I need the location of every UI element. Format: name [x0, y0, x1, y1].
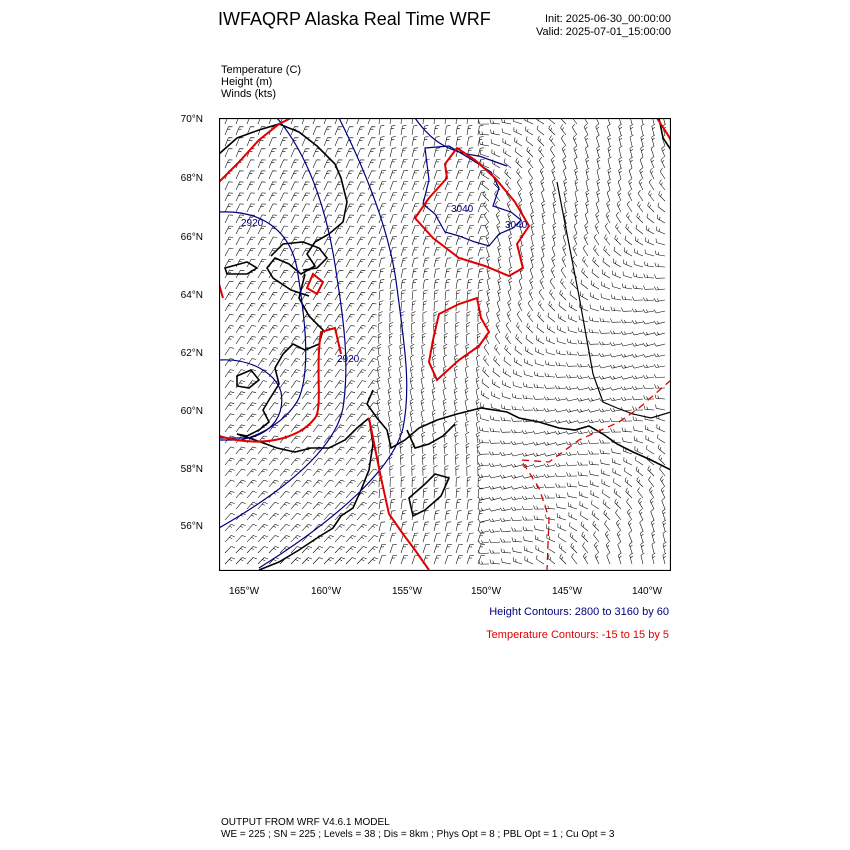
lat-label-58: 58°N	[180, 464, 203, 475]
height-label-2920-nw: 2920	[241, 218, 264, 229]
lat-label-70: 70°N	[180, 114, 203, 125]
lon-label-155: 155°W	[391, 586, 423, 597]
field-list	[221, 64, 301, 100]
field-winds: Winds (kts)	[221, 88, 276, 100]
valid-time: Valid: 2025-07-01_15:00:00	[536, 26, 671, 38]
lon-label-165: 165°W	[228, 586, 260, 597]
lat-label-62: 62°N	[180, 348, 203, 359]
footer-model: OUTPUT FROM WRF V4.6.1 MODEL	[221, 817, 390, 828]
weather-map	[219, 118, 671, 571]
height-label-3040-a: 3040	[451, 204, 474, 215]
field-height: Height (m)	[221, 76, 273, 88]
lat-label-68: 68°N	[180, 173, 203, 184]
lon-label-145: 145°W	[551, 586, 583, 597]
init-time: Init: 2025-06-30_00:00:00	[545, 13, 671, 25]
lon-label-140: 140°W	[631, 586, 663, 597]
lat-label-56: 56°N	[180, 521, 203, 532]
lon-label-160: 160°W	[310, 586, 342, 597]
run-times	[536, 13, 671, 39]
height-label-2920-center: 2920	[337, 354, 360, 365]
footer-config: WE = 225 ; SN = 225 ; Levels = 38 ; Dis = 8km ; Phys Opt = 8 ; PBL Opt = 1 ; Cu Opt = 3	[221, 829, 615, 840]
temperature-contour-note: Temperature Contours: -15 to 15 by 5	[486, 629, 669, 641]
map-title: IWFAQRP Alaska Real Time WRF	[218, 9, 491, 29]
lon-label-150: 150°W	[470, 586, 502, 597]
height-contour-note: Height Contours: 2800 to 3160 by 60	[489, 606, 669, 618]
field-temperature: Temperature (C)	[221, 64, 302, 76]
model-footer	[221, 817, 614, 841]
lat-label-66: 66°N	[180, 232, 203, 243]
height-label-3040-b: 3040	[505, 220, 528, 231]
lat-label-60: 60°N	[180, 406, 203, 417]
lat-label-64: 64°N	[180, 290, 203, 301]
